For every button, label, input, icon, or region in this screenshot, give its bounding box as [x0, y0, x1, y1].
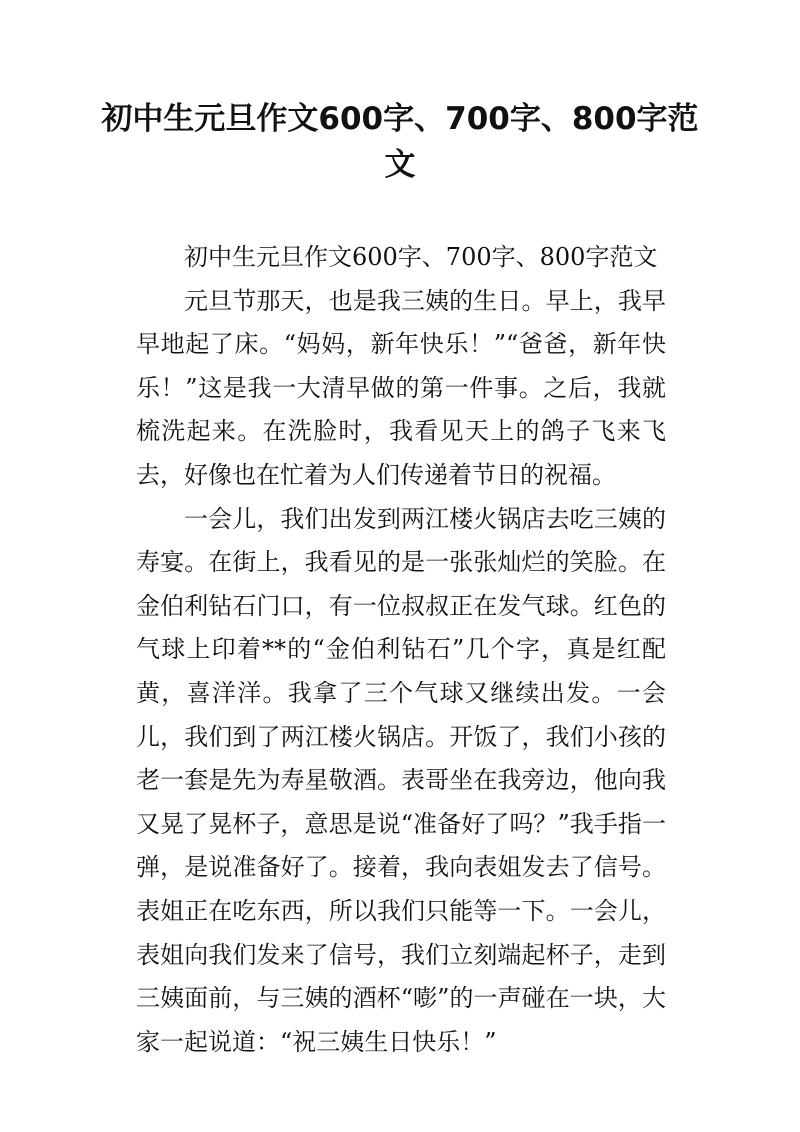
paragraph-1: 元旦节那天，也是我三姨的生日。早上，我早早地起了床。“妈妈，新年快乐！”“爸爸，新年快乐！”这是我一大清早做的第一件事。之后，我就梳洗起来。在洗脸时，我看见天上的鸽子飞来飞去，好像也在忙着为人们传递着节日的祝福。 [136, 286, 666, 489]
paragraph-2: 一会儿，我们出发到两江楼火锅店去吃三姨的寿宴。在街上，我看见的是一张张灿烂的笑脸。在金伯利钻石门口，有一位叔叔正在发气球。红色的气球上印着**的“金伯利钻石”几个字，真是红配黄，喜洋洋。我拿了三个气球又继续出发。一会儿，我们到了两江楼火锅店。开饭了，我们小孩的老一套是先为寿星敬酒。表哥坐在我旁边，他向我又晃了晃杯子，意思是说“准备好了吗？”我手指一弹，是说准备好了。接着，我向表姐发去了信号。表姐正在吃东西，所以我们只能等一下。一会儿，表姐向我们发来了信号，我们立刻端起杯子，走到三姨面前，与三姨的酒杯“嘭”的一声碰在一块，大家一起说道：“祝三姨生日快乐！” [136, 504, 666, 1056]
document-title: 初中生元旦作文600字、700字、800字范文 [101, 101, 699, 183]
paragraph-subtitle: 初中生元旦作文600字、700字、800字范文 [184, 243, 658, 271]
document-body [136, 236, 666, 1064]
